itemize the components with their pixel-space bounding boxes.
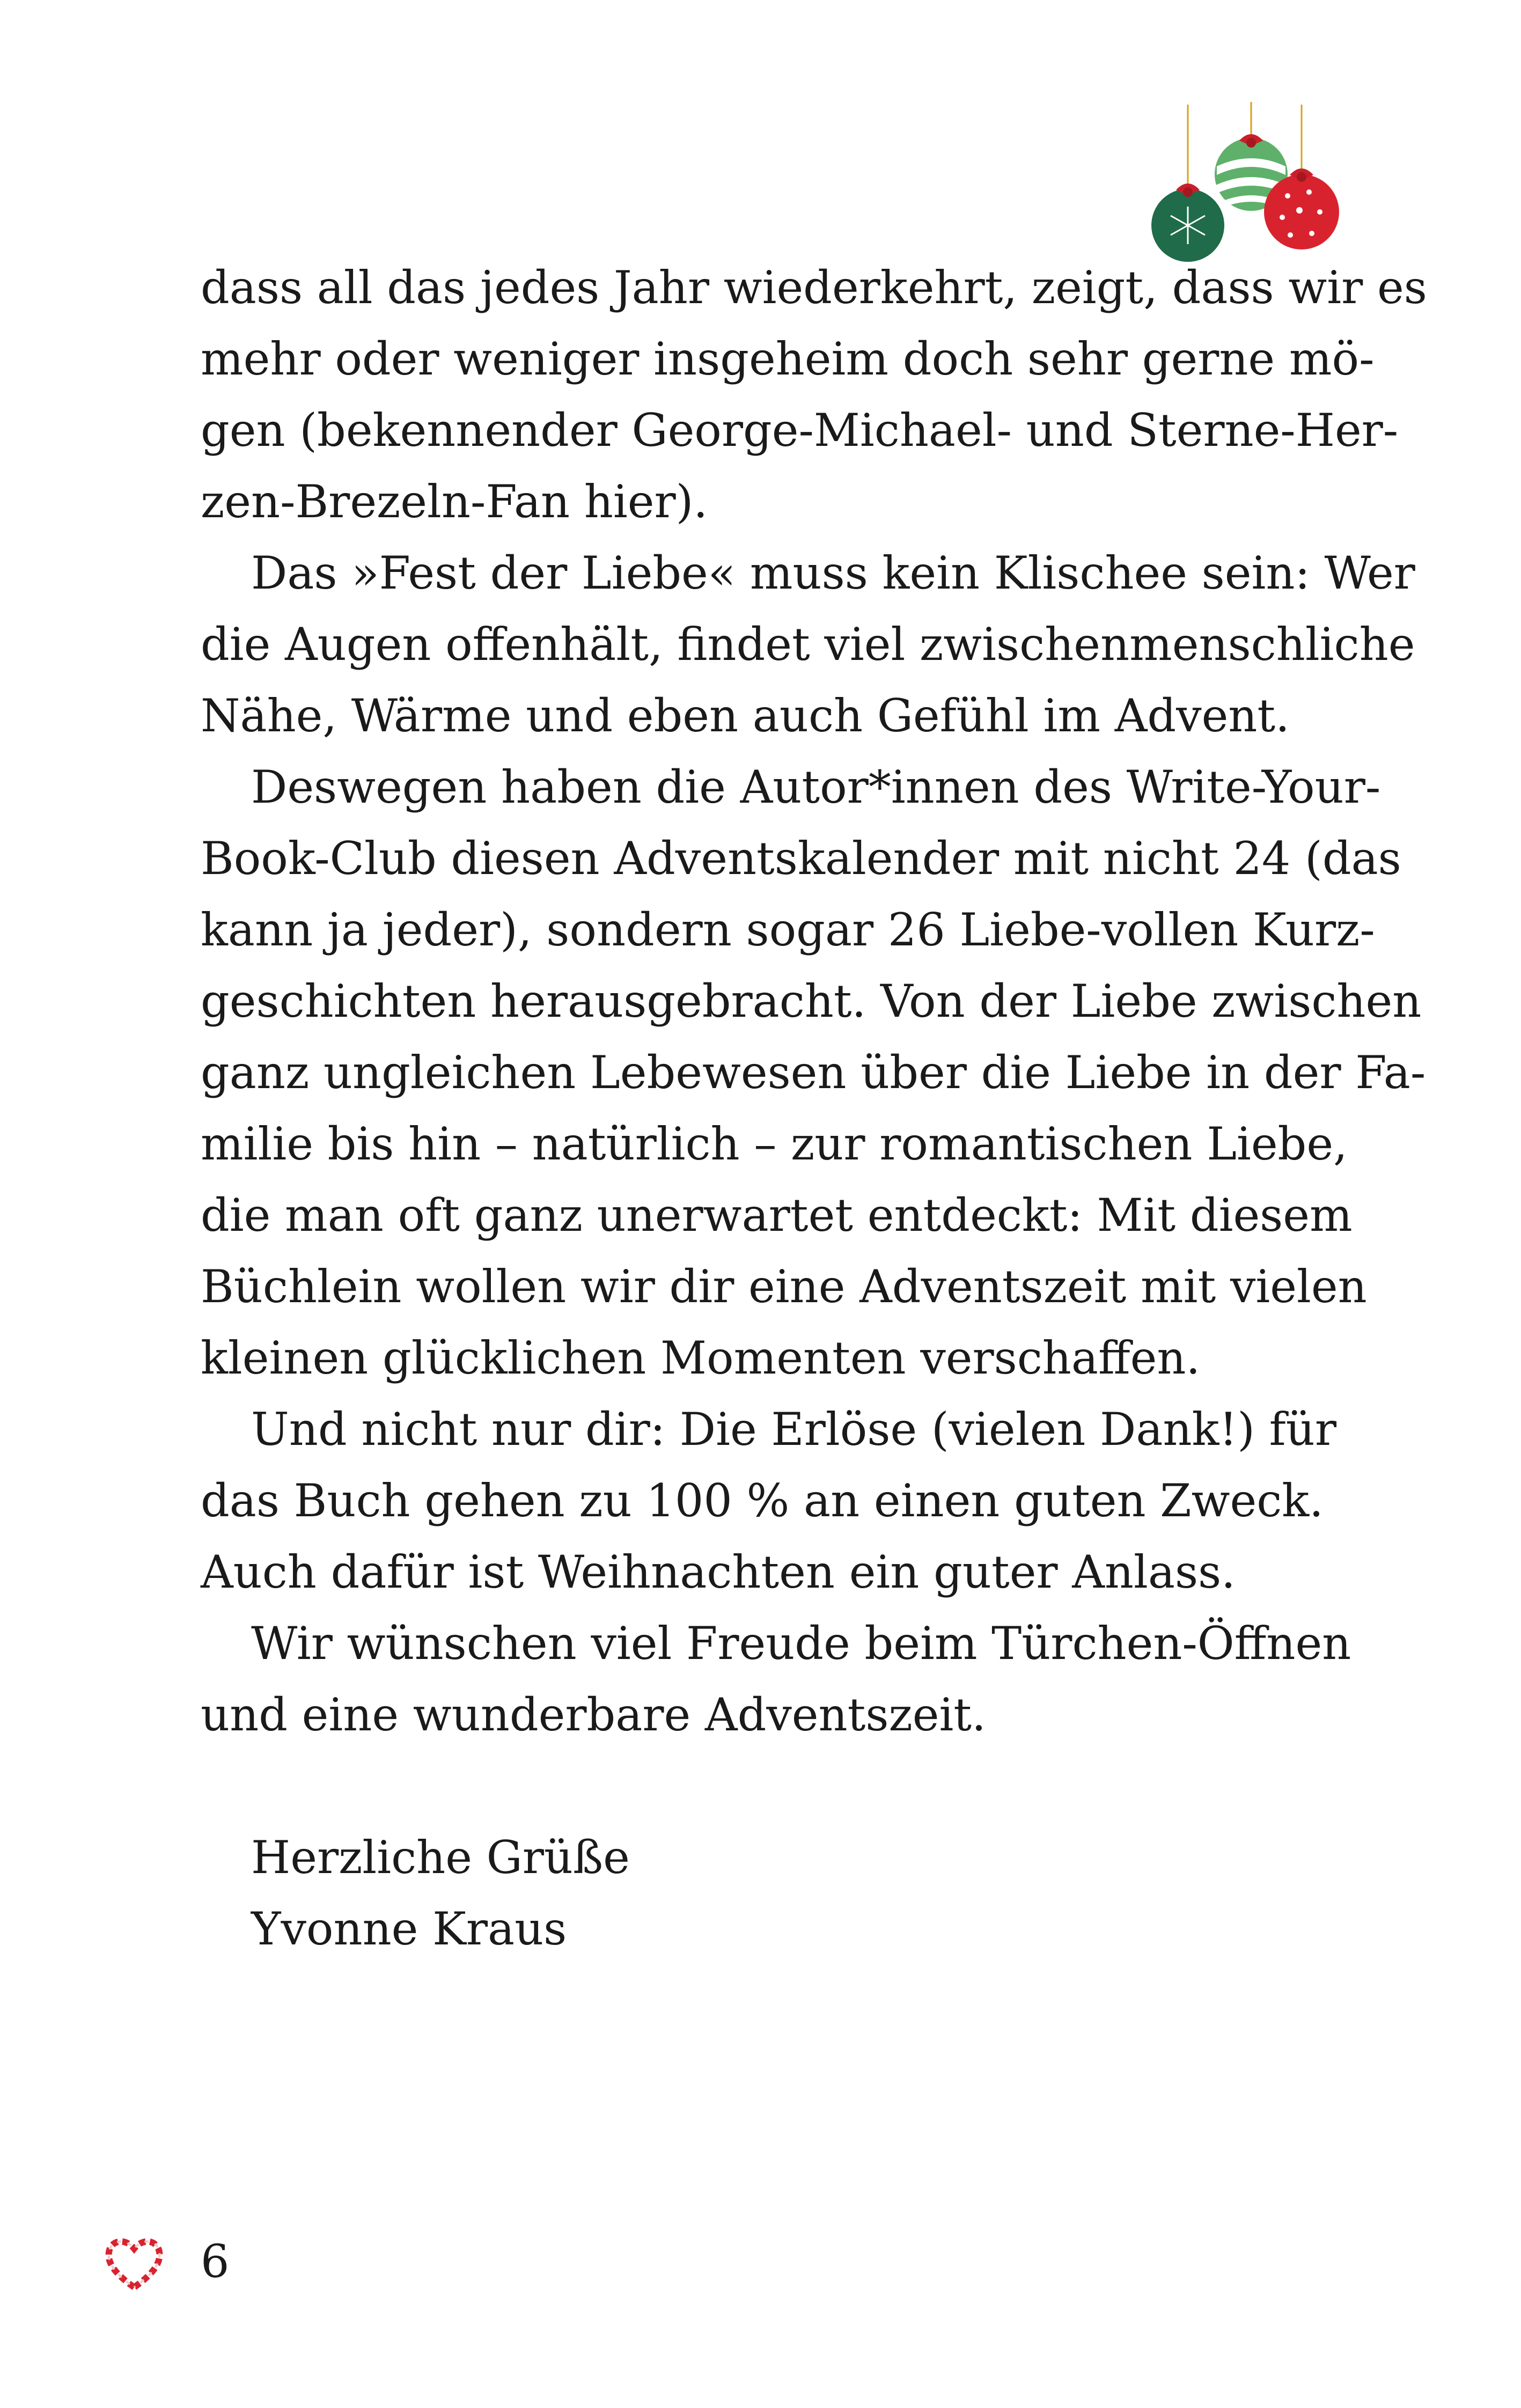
body-line: Wir wünschen viel Freude beim Türchen-Öffnen xyxy=(251,1617,1351,1670)
body-line: Auch dafür ist Weihnachten ein guter Anlass. xyxy=(201,1546,1236,1598)
body-line: kann ja jeder), sondern sogar 26 Liebe-vollen Kurz- xyxy=(201,904,1375,956)
christmas-ornaments-decoration xyxy=(1127,97,1352,274)
body-line: Book-Club diesen Adventskalender mit nicht 24 (das xyxy=(201,832,1401,885)
page-number: 6 xyxy=(201,2235,230,2288)
body-line: das Buch gehen zu 100 % an einen guten Zweck. xyxy=(201,1474,1324,1527)
body-line: gen (bekennender George-Michael- und Sterne-Her- xyxy=(201,404,1399,457)
candy-cane-heart-icon xyxy=(102,2229,166,2294)
body-line: Nähe, Wärme und eben auch Gefühl im Advent. xyxy=(201,689,1290,742)
body-line: milie bis hin – natürlich – zur romantischen Liebe, xyxy=(201,1118,1348,1170)
body-line: dass all das jedes Jahr wiederkehrt, zeigt, dass wir es xyxy=(201,261,1427,314)
body-line: die man oft ganz unerwartet entdeckt: Mit diesem xyxy=(201,1189,1353,1242)
body-line: Büchlein wollen wir dir eine Adventszeit mit vielen xyxy=(201,1260,1367,1313)
body-line: und eine wunderbare Adventszeit. xyxy=(201,1688,986,1741)
body-line: Und nicht nur dir: Die Erlöse (vielen Dank!) für xyxy=(251,1403,1337,1456)
signature-name: Yvonne Kraus xyxy=(251,1903,567,1955)
body-line: die Augen offenhält, findet viel zwischenmenschliche xyxy=(201,618,1415,671)
body-line: zen-Brezeln-Fan hier). xyxy=(201,475,708,528)
paragraph-gap xyxy=(201,1751,1241,1822)
body-line: Deswegen haben die Autor*innen des Write-Your- xyxy=(251,761,1381,813)
body-line: kleinen glücklichen Momenten verschaffen. xyxy=(201,1332,1201,1384)
body-line: mehr oder weniger insgeheim doch sehr gerne mö- xyxy=(201,333,1375,385)
green-snowflake-ornament-icon xyxy=(1151,183,1224,262)
body-line: geschichten herausgebracht. Von der Liebe zwischen xyxy=(201,975,1422,1027)
body-line: ganz ungleichen Lebewesen über die Liebe in der Fa- xyxy=(201,1046,1426,1099)
body-text xyxy=(201,252,1427,1965)
signature-greeting: Herzliche Grüße xyxy=(251,1831,630,1884)
body-line: Das »Fest der Liebe« muss kein Klischee sein: Wer xyxy=(251,547,1415,599)
